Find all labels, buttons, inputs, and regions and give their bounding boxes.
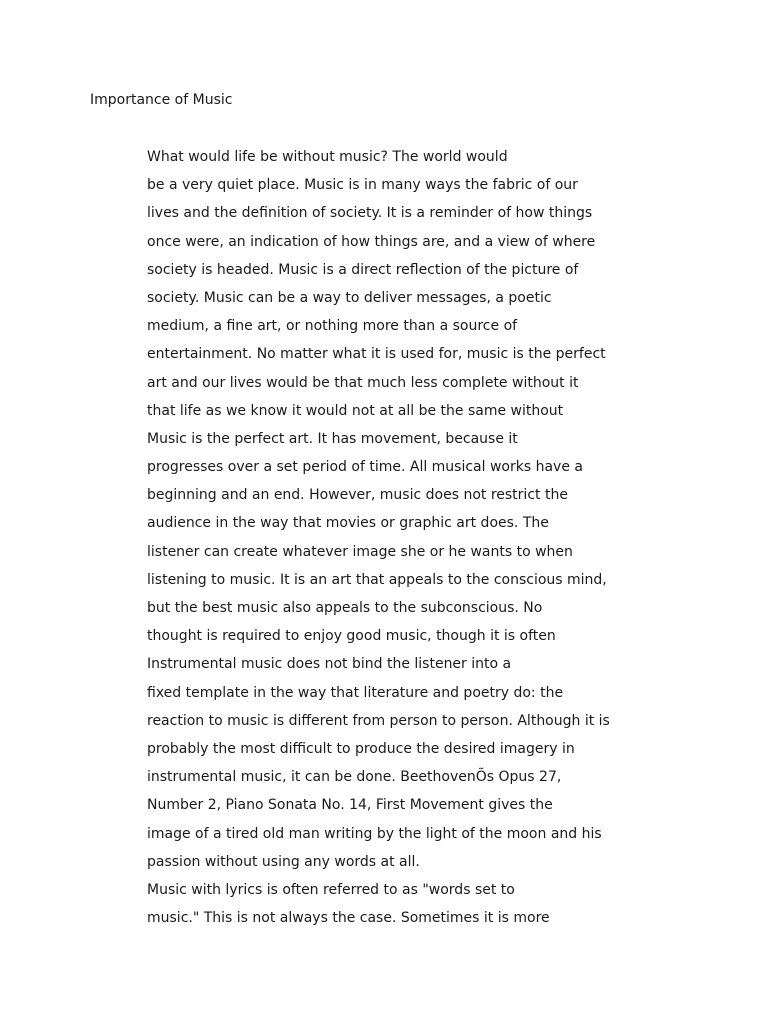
text-line: medium, a fine art, or nothing more than a source of [147, 318, 518, 335]
document-title: Importance of Music [90, 92, 233, 108]
text-line: society. Music can be a way to deliver messages, a poetic [147, 289, 552, 306]
text-line: beginning and an end. However, music does not restrict the [147, 487, 568, 504]
text-line: music." This is not always the case. Sometimes it is more [147, 910, 550, 927]
text-line: society is headed. Music is a direct reflection of the picture of [147, 261, 579, 278]
text-line: once were, an indication of how things are, and a view of where [147, 233, 596, 250]
text-line: listening to music. It is an art that appeals to the conscious mind, [147, 571, 607, 588]
text-line: fixed template in the way that literature and poetry do: the [147, 684, 564, 701]
text-line: What would life be without music? The world would [147, 149, 508, 165]
text-line: reaction to music is different from person to person. Although it is [147, 712, 610, 729]
text-line: be a very quiet place. Music is in many ways the fabric of our [147, 177, 578, 194]
text-line: image of a tired old man writing by the light of the moon and his [147, 825, 602, 842]
text-line: lives and the definition of society. It is a reminder of how things [147, 205, 593, 222]
text-line: art and our lives would be that much less complete without it [147, 374, 579, 391]
document-body [147, 147, 610, 936]
text-line: probably the most difficult to produce the desired imagery in [147, 740, 575, 757]
text-line: entertainment. No matter what it is used for, music is the perfect [147, 346, 606, 363]
text-line: Music is the perfect art. It has movement, because it [147, 430, 518, 447]
text-line: listener can create whatever image she or he wants to when [147, 543, 573, 560]
text-line: Number 2, Piano Sonata No. 14, First Movement gives the [147, 797, 553, 814]
text-line: that life as we know it would not at all be the same without [147, 402, 564, 419]
text-line: passion without using any words at all. [147, 853, 420, 870]
text-line: instrumental music, it can be done. BeethovenÕs Opus 27, [147, 769, 562, 786]
text-line: thought is required to enjoy good music, though it is often [147, 628, 556, 645]
text-line: but the best music also appeals to the subconscious. No [147, 600, 543, 616]
text-line: progresses over a set period of time. All musical works have a [147, 459, 583, 476]
text-line: Instrumental music does not bind the listener into a [147, 656, 512, 673]
text-line: Music with lyrics is often referred to as "words set to [147, 881, 515, 898]
text-line: audience in the way that movies or graphic art does. The [147, 515, 549, 532]
